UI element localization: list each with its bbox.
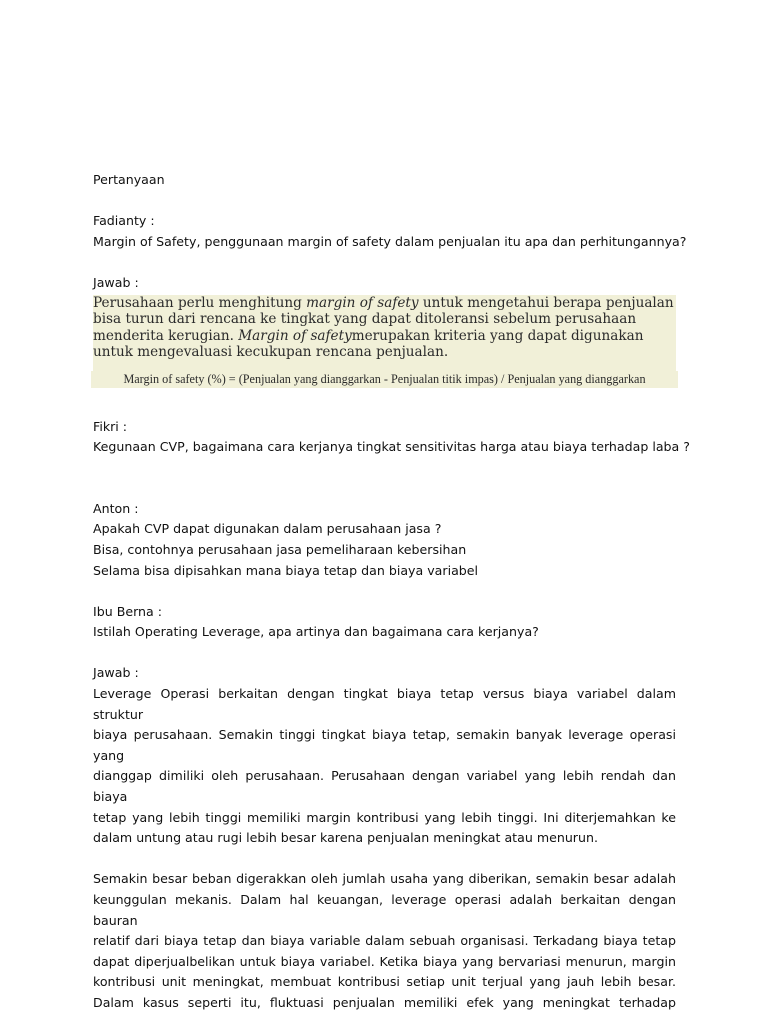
document-page — [93, 170, 690, 1014]
paragraph-line: dalam untung atau rugi lebih besar karena penjualan meningkat atau menurun. — [93, 830, 598, 846]
excerpt-line: menderita kerugian. Margin of safetymerupakan kriteria yang dapat digunakan — [93, 327, 644, 344]
question-margin-of-safety: Margin of Safety, penggunaan margin of safety dalam penjualan itu apa dan perhitungannya? — [93, 233, 687, 249]
paragraph-line: relatif dari biaya tetap dan biaya variable dalam sebuah organisasi. Terkadang biaya tetap — [93, 933, 676, 949]
paragraph-line: keunggulan mekanis. Dalam hal keuangan, leverage operasi adalah berkaitan dengan bauran — [93, 892, 676, 928]
paragraph-line: kontribusi unit meningkat, membuat kontribusi setiap unit terjual yang jauh lebih besar. — [93, 974, 676, 990]
paragraph-line: Leverage Operasi berkaitan dengan tingkat biaya tetap versus biaya variabel dalam struktur — [93, 686, 676, 722]
answer-label: Jawab : — [93, 665, 139, 681]
paragraph-line: Dalam kasus seperti itu, fluktuasi penjualan memiliki efek yang meningkat terhadap — [93, 994, 676, 1010]
answer-paragraph-2 — [93, 869, 676, 1013]
answer-cvp-service-2: Selama bisa dipisahkan mana biaya tetap dan biaya variabel — [93, 562, 479, 578]
answer-highlight-excerpt — [93, 295, 676, 388]
question-operating-leverage: Istilah Operating Leverage, apa artinya dan bagaimana cara kerjanya? — [93, 624, 539, 640]
asker-ibu-berna: Ibu Berna : — [93, 603, 162, 619]
paragraph-line: dapat diperjualbelikan untuk biaya variabel. Ketika biaya yang bervariasi menurun, margin — [93, 953, 676, 969]
answer-cvp-service-1: Bisa, contohnya perusahaan jasa pemeliharaan kebersihan — [93, 541, 467, 557]
excerpt-line: Perusahaan perlu menghitung margin of safety untuk mengetahui berapa penjualan — [93, 294, 674, 311]
question-cvp-service: Apakah CVP dapat digunakan dalam perusahaan jasa ? — [93, 521, 442, 537]
answer-label: Jawab : — [93, 274, 139, 290]
paragraph-line: Semakin besar beban digerakkan oleh jumlah usaha yang diberikan, semakin besar adalah — [93, 871, 676, 887]
question-cvp-sensitivity: Kegunaan CVP, bagaimana cara kerjanya tingkat sensitivitas harga atau biaya terhadap laba ? — [93, 439, 690, 455]
paragraph-line: dianggap dimiliki oleh perusahaan. Perusahaan dengan variabel yang lebih rendah dan biaya — [93, 768, 676, 805]
answer-paragraph-1 — [93, 684, 676, 849]
excerpt-line: bisa turun dari rencana ke tingkat yang dapat ditoleransi sebelum perusahaan — [93, 311, 637, 328]
asker-fikri: Fikri : — [93, 418, 128, 434]
margin-of-safety-formula: Margin of safety (%) = (Penjualan yang dianggarkan - Penjualan titik impas) / Penjualan yang dianggarkan — [91, 371, 678, 388]
asker-fadianty: Fadianty : — [93, 213, 155, 229]
paragraph-line: tetap yang lebih tinggi memiliki margin kontribusi yang lebih tinggi. Ini diterjemahkan ke — [93, 809, 676, 825]
document-heading: Pertanyaan — [93, 172, 165, 187]
paragraph-line: biaya perusahaan. Semakin tinggi tingkat biaya tetap, semakin banyak leverage operasi yang — [93, 727, 676, 763]
asker-anton: Anton : — [93, 500, 139, 516]
excerpt-line: untuk mengevaluasi kecukupan rencana penjualan. — [93, 344, 449, 361]
